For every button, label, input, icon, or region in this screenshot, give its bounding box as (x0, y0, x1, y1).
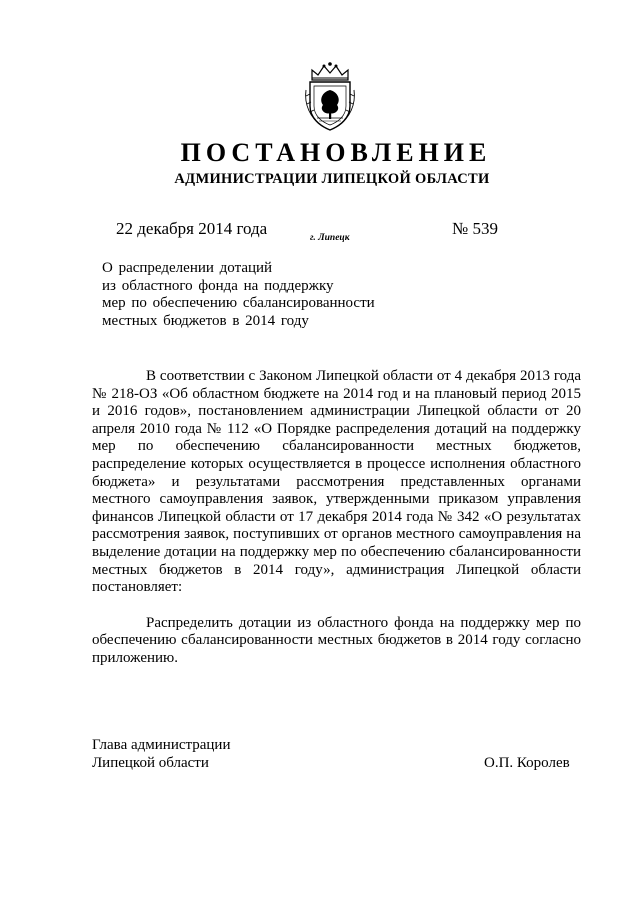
subject-line: из областного фонда на поддержку (102, 277, 334, 294)
subject-line: О распределении дотаций (102, 260, 273, 276)
signatory-position (92, 737, 230, 772)
body-paragraph: Распределить дотации из областного фонда на поддержку мер по обеспечению сбалансированности местных бюджетов в 2014 году согласно приложению. (92, 614, 581, 666)
signatory-name: О.П. Королев (484, 755, 570, 771)
subject-line: мер по обеспечению сбалансированности (102, 295, 375, 312)
signatory-position-line: Липецкой области (92, 754, 209, 771)
document-subject (102, 260, 375, 330)
signatory-position-line: Глава администрации (92, 737, 231, 753)
document-title: ПОСТАНОВЛЕНИЕ (180, 138, 492, 167)
document-body (92, 368, 581, 668)
document-date: 22 декабря 2014 года (116, 219, 268, 238)
body-paragraph: В соответствии с Законом Липецкой области от 4 декабря 2013 года № 218-ОЗ «Об областном бюджете на 2014 год и на плановый период 2015 и 2016 годов», постановлением администрации Липецкой области от 20 апреля 2010 года № 112 «О Порядке распределения дотаций на поддержку мер по обеспечению сбалансированности местных бюджетов, распределение которых осуществляется в процессе исполнения областного бюджета» и результатами рассмотрения представленных органами местного самоуправления заявок, утвержденными приказом управления финансов Липецкой области от 17 декабря 2014 года № 342 «О результатах рассмотрения заявок, поступивших от органов местного самоуправления на выделение дотации на поддержку мер по обеспечению сбалансированности местных бюджетов в 2014 году», администрация Липецкой области постановляет: (92, 368, 581, 596)
document-city: г. Липецк (310, 233, 350, 243)
document-number: № 539 (452, 219, 498, 238)
lipetsk-coat-of-arms-icon (302, 60, 358, 132)
subject-line: местных бюджетов в 2014 году (102, 312, 309, 329)
issuing-authority: АДМИНИСТРАЦИИ ЛИПЕЦКОЙ ОБЛАСТИ (174, 171, 490, 187)
